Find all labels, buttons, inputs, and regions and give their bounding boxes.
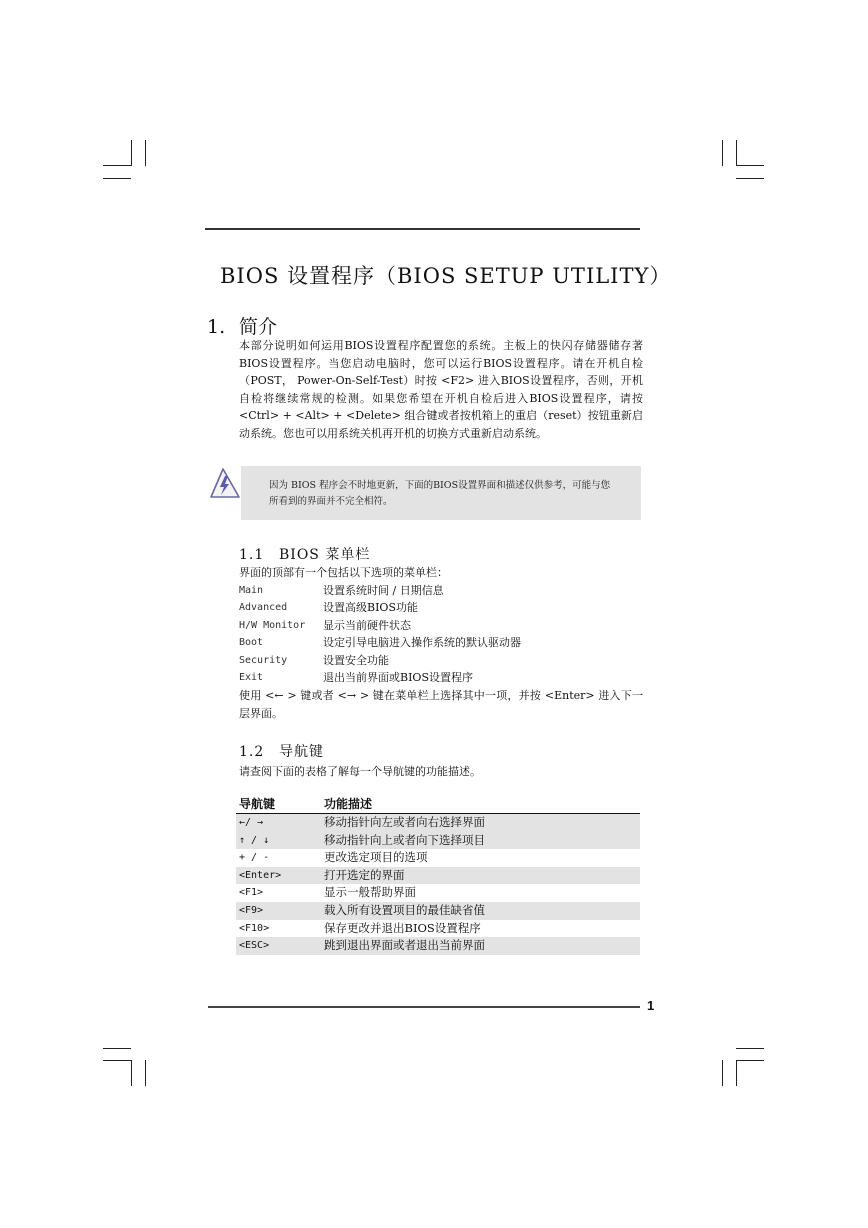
- list-item: [239, 617, 643, 634]
- menu-key: Exit: [239, 671, 264, 683]
- crop-mark: [736, 1048, 764, 1049]
- menu-desc: 设置高级BIOS功能: [323, 601, 418, 615]
- section-number: 1.: [207, 316, 226, 338]
- nav-key: <F10>: [239, 922, 270, 934]
- nav-desc: 保存更改并退出BIOS设置程序: [324, 920, 481, 935]
- section-number: 1.2: [239, 744, 265, 760]
- nav-desc: 移动指针向左或者向右选择界面: [324, 815, 485, 829]
- header-key: 导航键: [239, 797, 276, 811]
- warning-lightning-icon: [208, 466, 242, 500]
- crop-mark: [736, 1060, 764, 1061]
- header-desc: 功能描述: [324, 797, 373, 811]
- list-item: [239, 582, 643, 599]
- menu-key: Boot: [239, 637, 264, 649]
- menu-key: Main: [239, 585, 264, 596]
- page-title: BIOS 设置程序（BIOS SETUP UTILITY）: [220, 264, 672, 288]
- table-row: [236, 902, 640, 920]
- note-text: 因为 BIOS 程序会不时地更新，下面的BIOS设置界面和描述仅供参考，可能与您所看到的界面并不完全相符。: [269, 480, 611, 507]
- menu-usage-text: 使用 <← > 键或者 <→ > 键在菜单栏上选择其中一项，并按 <Enter> 进入下一层界面。: [239, 689, 643, 720]
- menu-key: H/W Monitor: [239, 619, 306, 631]
- table-row: [236, 814, 640, 832]
- menu-bar-intro: 界面的顶部有一个包括以下选项的菜单栏：: [239, 566, 448, 579]
- section-1-heading: [207, 312, 277, 339]
- crop-mark: [103, 1048, 131, 1049]
- menu-key: Security: [239, 654, 288, 666]
- nav-key: ↑ / ↓: [239, 834, 270, 846]
- section-1-2-heading: [239, 741, 324, 761]
- nav-desc: 显示一般帮助界面: [324, 885, 416, 900]
- menu-item-list: [239, 582, 643, 686]
- menu-desc: 设定引导电脑进入操作系统的默认驱动器: [323, 636, 521, 650]
- header-rule: [205, 228, 640, 230]
- crop-mark: [145, 1060, 146, 1086]
- table-row: [236, 937, 640, 955]
- crop-mark: [103, 178, 131, 179]
- section-1-1-heading: [239, 544, 370, 564]
- crop-mark: [103, 165, 131, 166]
- nav-key: <Enter>: [239, 869, 282, 881]
- list-item: [239, 652, 643, 669]
- table-row: [236, 867, 640, 885]
- list-item: [239, 599, 643, 616]
- menu-key: Advanced: [239, 602, 288, 614]
- crop-mark: [736, 1060, 737, 1086]
- crop-mark: [736, 165, 764, 166]
- nav-desc: 跳到退出界面或者退出当前界面: [324, 938, 485, 953]
- page-number: 1: [647, 998, 655, 1013]
- section-title: 简介: [239, 316, 278, 338]
- nav-keys-intro: 请查阅下面的表格了解每一个导航键的功能描述。: [239, 765, 481, 778]
- list-item: [239, 669, 643, 686]
- menu-desc: 显示当前硬件状态: [323, 618, 411, 632]
- menu-desc: 设置系统时间 / 日期信息: [323, 584, 444, 597]
- nav-desc: 更改选定项目的选项: [324, 850, 428, 865]
- crop-mark: [736, 140, 737, 166]
- table-row: [236, 832, 640, 850]
- nav-keys-table: [236, 795, 640, 955]
- footer-rule: [208, 1006, 640, 1008]
- table-row: [236, 884, 640, 902]
- section-title: 导航键: [279, 744, 324, 760]
- nav-key: <ESC>: [239, 940, 270, 952]
- menu-desc: 退出当前界面或BIOS设置程序: [323, 670, 473, 684]
- nav-desc: 载入所有设置项目的最佳缺省值: [324, 902, 485, 917]
- crop-mark: [103, 1060, 131, 1061]
- nav-key: <F9>: [239, 904, 264, 916]
- crop-mark: [722, 140, 723, 166]
- crop-mark: [131, 140, 132, 166]
- crop-mark: [722, 1060, 723, 1086]
- intro-paragraph: 本部分说明如何运用BIOS设置程序配置您的系统。主板上的快闪存储器储存著BIOS设置程序。当您启动电脑时，您可以运行BIOS设置程序。请在开机自检（POST， Power-On-Self-Test）时按 <F2> 进入BIOS设置程序，否则，开机自检将继续常规的检测。如果您希望在开机自检后进入BIOS设置程序，请按 <Ctrl> + <Alt> + <Delete> 组合键或者按机箱上的重启（reset）按钮重新启动系统。您也可以用系统关机再开机的切换方式重新启动系统。: [239, 339, 643, 440]
- table-row: [236, 849, 640, 867]
- nav-desc: 移动指针向上或者向下选择项目: [324, 832, 485, 847]
- crop-mark: [736, 178, 764, 179]
- note-box: [241, 466, 641, 520]
- crop-mark: [131, 1060, 132, 1086]
- section-number: 1.1: [239, 547, 265, 563]
- menu-desc: 设置安全功能: [323, 653, 389, 667]
- nav-desc: 打开选定的界面: [324, 867, 405, 882]
- nav-key: + / -: [239, 852, 270, 864]
- crop-mark: [145, 140, 146, 166]
- nav-key: ←/ →: [239, 817, 264, 828]
- list-item: [239, 634, 643, 651]
- table-row: [236, 920, 640, 938]
- nav-key: <F1>: [239, 887, 264, 899]
- section-title: BIOS 菜单栏: [279, 547, 371, 563]
- table-header: [236, 795, 640, 814]
